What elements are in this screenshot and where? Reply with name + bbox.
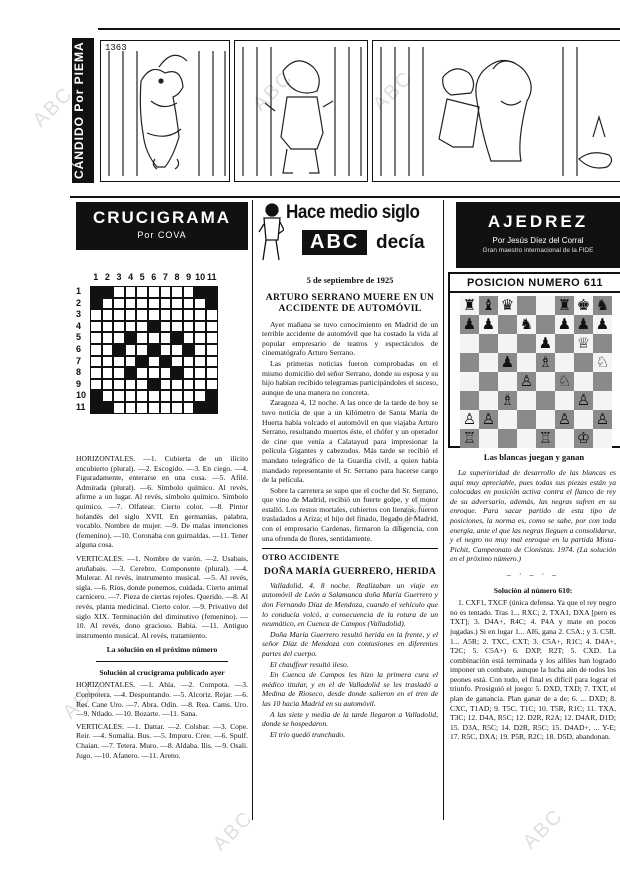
crossword-cell[interactable] (160, 367, 172, 379)
crossword-cell[interactable] (206, 332, 218, 344)
chess-square[interactable] (517, 315, 536, 334)
chess-byline: Por Jesús Díez del Corral (492, 236, 584, 245)
chess-piece[interactable]: ♙ (576, 391, 591, 409)
comic-drawing-1 (101, 41, 229, 181)
chess-solution-title: Solución al número 610: (493, 585, 573, 595)
crossword-cell[interactable] (194, 321, 206, 333)
crossword-row-number: 3 (76, 309, 82, 320)
chess-square[interactable] (498, 353, 517, 372)
crossword-col-number: 4 (128, 272, 134, 282)
crossword-grid-area (76, 272, 248, 432)
crossword-cell[interactable] (136, 367, 148, 379)
abc-title-decia: decía (376, 232, 425, 253)
chess-square[interactable] (460, 334, 479, 353)
crossword-cell[interactable] (136, 332, 148, 344)
comic-top-rule (98, 28, 620, 30)
crossword-cell[interactable] (148, 309, 160, 321)
chess-square[interactable] (536, 391, 555, 410)
crossword-cell[interactable] (183, 390, 195, 402)
crossword-cell (125, 367, 137, 379)
crossword-cell[interactable] (113, 286, 125, 298)
crossword-cell[interactable] (183, 356, 195, 368)
crossword-cell[interactable] (183, 367, 195, 379)
other-accident-headline: DOÑA MARÍA GUERRERO, HERIDA (263, 565, 437, 577)
chess-square[interactable] (498, 334, 517, 353)
crossword-cell[interactable] (160, 402, 172, 414)
crossword-cell (148, 321, 160, 333)
chess-square[interactable] (479, 391, 498, 410)
crossword-cell[interactable] (160, 390, 172, 402)
crossword-cell[interactable] (102, 309, 114, 321)
crossword-cell[interactable] (113, 332, 125, 344)
crossword-cell[interactable] (171, 298, 183, 310)
crossword-clues (76, 454, 248, 761)
crossword-cell[interactable] (160, 321, 172, 333)
crossword-col-number: 10 (195, 272, 206, 282)
abc-paragraph: Ayer mañana se tuvo conocimiento en Madrid de un terrible accidente de automóvil que ha costado la vida al popular empresario de teatros y espectáculos de cinematógrafo Arturo Serrano. (262, 319, 438, 358)
chess-square[interactable] (460, 429, 479, 448)
crossword-cell[interactable] (90, 356, 102, 368)
crossword-cell[interactable] (194, 367, 206, 379)
chess-square[interactable] (593, 410, 612, 429)
crossword-cell[interactable] (194, 379, 206, 391)
crossword-cell[interactable] (171, 309, 183, 321)
chess-square[interactable] (574, 410, 593, 429)
chess-piece[interactable]: ♖ (462, 429, 477, 447)
abc-paragraph: Sobre la carretera se supo que el coche del Sr. Serrano, que vino de Madrid, recibió un fuerte golpe, y el motor estalló. Los restos mortales, cubiertos con lienzos, fueron trasladados a Ariza; el hijo del finado, llegado de Madrid, con el empresario Cardenas, firmaron la diligencia, con una ofrenda de flores, sentidamente. (262, 485, 438, 543)
crossword-cell[interactable] (102, 344, 114, 356)
chess-piece[interactable]: ♛ (500, 296, 515, 314)
crossword-cell[interactable] (160, 309, 172, 321)
chess-piece[interactable]: ♙ (462, 410, 477, 428)
crossword-cell[interactable] (125, 402, 137, 414)
chess-piece[interactable]: ♞ (519, 315, 534, 333)
chess-piece[interactable]: ♟ (500, 353, 515, 371)
chess-square[interactable] (536, 296, 555, 315)
crossword-cell[interactable] (102, 332, 114, 344)
crossword-cell (102, 286, 114, 298)
crossword-cell[interactable] (113, 402, 125, 414)
crossword-cell[interactable] (171, 344, 183, 356)
chess-square[interactable] (536, 315, 555, 334)
crossword-col-number: 5 (139, 272, 145, 282)
crossword-cell[interactable] (194, 356, 206, 368)
crossword-cell[interactable] (136, 344, 148, 356)
crossword-row-number: 4 (76, 320, 82, 331)
crossword-cell[interactable] (148, 390, 160, 402)
crossword-cell[interactable] (113, 390, 125, 402)
chess-square[interactable] (593, 353, 612, 372)
chess-piece[interactable]: ♟ (576, 315, 591, 333)
chess-piece[interactable]: ♘ (595, 353, 610, 371)
chess-square[interactable] (479, 296, 498, 315)
column-divider-1 (252, 200, 253, 820)
comic-panel-2 (234, 40, 368, 182)
crossword-cell[interactable] (206, 379, 218, 391)
abc-paragraph: A las siete y media de la tarde llegaron a Valladolid, donde se hospedaron. (262, 709, 438, 729)
crossword-cell (194, 286, 206, 298)
comic-drawing-2 (235, 41, 367, 181)
chess-piece[interactable]: ♗ (538, 353, 553, 371)
crossword-cell[interactable] (206, 356, 218, 368)
abc-paragraph: En Cuenca de Campos les hizo la primera cura el médico titular, y en el de Valladolid se les trasladó a Medina de Rioseco, desde donde salieron en el tren de las 10 hacia Madrid en su automóvil. (262, 670, 438, 708)
crossword-cell (206, 298, 218, 310)
column-divider-2 (443, 200, 444, 820)
crossword-cell[interactable] (90, 344, 102, 356)
clues-vertical: VERTICALES. —1. Nombre de varón. —2. Usabais, aruñabais. —3. Cerebro. Componente (plural). —4. Mulerar. Al revés, instrumento musical. —5. Al revés, sigla. —6. Ríos, donde ponemos, cuidada. Cierto animal carnicero. —7. Pieza de ciertas rejoles. Querido. —8. Al revés, planta medicinal. Cierto color. —9. Privativo del siglo XIX. Terminación del diminutivo (femenino). —10. Al revés, dono gracioso. Babia. —11. Antiguo instrumento musical. Al revés, tratamiento. (76, 553, 248, 640)
watermark: ABC (518, 804, 568, 854)
abc-date: 5 de septiembre de 1925 (306, 275, 394, 285)
crossword-cell[interactable] (136, 309, 148, 321)
chess-square[interactable] (479, 429, 498, 448)
comic-banner: CÁNDIDO Por PIEMA (72, 38, 94, 183)
chess-square[interactable] (536, 353, 555, 372)
watermark: ABC (28, 82, 78, 132)
crossword-col-number: 2 (104, 272, 110, 282)
crossword-cell (194, 402, 206, 414)
chess-position-title: POSICION NUMERO 611 (450, 274, 620, 293)
crossword-cell[interactable] (125, 356, 137, 368)
chess-square[interactable] (574, 296, 593, 315)
crossword-cell (171, 367, 183, 379)
chess-square[interactable] (593, 391, 612, 410)
abc-paragraph: El chauffeur resultó ileso. (270, 659, 349, 669)
chess-square[interactable] (460, 296, 479, 315)
watermark: ABC (58, 674, 108, 724)
abc-separator (262, 548, 438, 549)
chess-solution-text: 1. CXF1, TXCF (única defensa. Ya que el rey negro no es tentado. Tras 1... RXC; 2. TXA1, DXA [pero es TXT]; 3. D4A+, R4C; 4. P4A y mate en pocos jugadas.) Si en lugar 1... AI6, gana 2. C5A.; y 3. C5R. 1... A5R; 2. TXC, CXT; 3. C5A+, R1C; 4. D4A+, T2C; 5. C5A+) 6. DXP, R2T; 5. CXD. La combinación está terminada y los alfiles han logrado imponer un combate, aunque la lucha aún de todos los peones está. Con todo, el final es difícil para lograr el triunfo. Prosiguió el juego: 5. DXD, TXD; 7. TXT, el plan de ganancia. Plan ganar de a de; 6. ... DXD; 8. CXC, T1AD; 9. T5C. T1C; 10. T5R, R1C; 11. TXA, T3C; 12. D4A, R5C; 12. D2R, R2A; 12. D4AR, D1D; 15. D3A, R5C; 14. D2R, R5C; 15. D4AD+, ... Y-E; 17. R5C, DXA; 19. P5R, R2C; 18. D5D, abandonan. (450, 598, 616, 742)
chess-header (456, 202, 620, 268)
chess-piece[interactable]: ♙ (595, 410, 610, 428)
comic-panel-1 (100, 40, 230, 182)
watermark: ABC (388, 486, 438, 536)
crossword-cell[interactable] (102, 390, 114, 402)
abc-paragraph: Las primeras noticias fueron comprobadas en el mismo domicilio del señor Serrano, donde su esposa y su hijo habían recibido telegramas participándoles el suceso, aunque de una manera no concreta. (262, 358, 438, 397)
chess-square[interactable] (555, 296, 574, 315)
crossword-cell[interactable] (171, 356, 183, 368)
crossword-cell[interactable] (136, 379, 148, 391)
crossword-cell[interactable] (125, 321, 137, 333)
crossword-cell[interactable] (160, 286, 172, 298)
abc-paragraph: Zaragoza 4, 12 noche. A las once de la tarde de hoy se tuvo noticia de que a un kilómetro de Santa María de Huerta había volcado el automóvil en que viajaba Arturo Serrano, resultando muertos éste, el chófer y un operador de cine que venía a Calatayud para impresionar la película Gigantes y cabezudos. Más tarde se recibió el mandato telegráfico de la Guardia civil, a quien había mandado representante el Sr. Serrano para hacerse cargo de la película. (262, 398, 438, 485)
crossword-row-number: 2 (76, 297, 82, 308)
crossword-cell[interactable] (194, 298, 206, 310)
crossword-col-number: 6 (151, 272, 157, 282)
abc-headline: ARTURO SERRANO MUERE EN UN ACCIDENTE DE AUTOMÓVIL (265, 291, 435, 314)
crossword-row-number: 5 (76, 332, 82, 343)
crossword-cell[interactable] (148, 356, 160, 368)
chess-square[interactable] (536, 334, 555, 353)
solution-horizontal: HORIZONTALES. —1. Ahía. —2. Compota. —3. Compotera. —4. Despuntando. —5. Alcoriz. Rejar. —6. Res. Cane Uro. —7. Abra. Odín. —8. Rea. Cams. Uro. —9. Ntlado. —10. Bozarte. —11. Sana. (76, 680, 248, 719)
chess-square[interactable] (498, 296, 517, 315)
chess-square[interactable] (555, 372, 574, 391)
comic-strip (72, 28, 620, 188)
crossword-cell (90, 390, 102, 402)
chess-divider: – · – · – (506, 569, 560, 579)
chess-square[interactable] (593, 296, 612, 315)
chess-square[interactable] (479, 315, 498, 334)
crossword-row-number: 9 (76, 378, 82, 389)
crossword-cell[interactable] (171, 321, 183, 333)
chess-diagram-frame (448, 272, 620, 448)
crossword-cell[interactable] (148, 367, 160, 379)
chess-square[interactable] (498, 429, 517, 448)
crossword-cell[interactable] (183, 309, 195, 321)
chess-square[interactable] (479, 372, 498, 391)
crossword-cell (90, 298, 102, 310)
chess-piece[interactable]: ♟ (481, 315, 496, 333)
crossword-cell[interactable] (148, 402, 160, 414)
abc-header (258, 200, 440, 268)
chess-square[interactable] (498, 372, 517, 391)
chess-square[interactable] (555, 315, 574, 334)
crossword-cell[interactable] (102, 379, 114, 391)
crossword-cell[interactable] (160, 298, 172, 310)
panel-number: 1363 (105, 43, 127, 53)
chess-square[interactable] (479, 410, 498, 429)
chess-square[interactable] (460, 372, 479, 391)
chess-square[interactable] (593, 372, 612, 391)
chess-title: AJEDREZ (487, 212, 589, 231)
crossword-cell (113, 344, 125, 356)
crossword-byline: Por COVA (137, 230, 187, 240)
chess-square[interactable] (555, 429, 574, 448)
chess-square[interactable] (517, 429, 536, 448)
chess-square[interactable] (460, 391, 479, 410)
chess-intro: La superioridad de desarrollo de las blancas es aquí muy apreciable, pues todas sus piezas están ya colocadas en posición activa contra el flanco de rey de su adversario, además, las negras sufren en su enroque. Para sacar partido de esta tipo de posiciones, la norma es, como se sabe, por con toda energía, ante el que las negras lleguen a consolidarse, y el negro no muy mal enroque en la partida Mista-Pichit, Campeonato de Cionistas. 1974. (La solución en el próximo número.) (450, 468, 616, 564)
crossword-cell[interactable] (183, 286, 195, 298)
crossword-cell (90, 286, 102, 298)
crossword-header (76, 202, 248, 250)
chess-square[interactable] (517, 391, 536, 410)
crossword-row-number: 11 (76, 402, 86, 412)
abc-logo: ABC (302, 230, 367, 255)
chess-piece[interactable]: ♟ (595, 315, 610, 333)
crossword-cell[interactable] (113, 356, 125, 368)
chess-piece[interactable]: ♟ (462, 315, 477, 333)
crossword-cell (125, 332, 137, 344)
crossword-cell[interactable] (125, 379, 137, 391)
crossword-cell[interactable] (90, 367, 102, 379)
chess-piece[interactable]: ♜ (557, 296, 572, 314)
chess-piece[interactable]: ♙ (519, 372, 534, 390)
crossword-section (76, 202, 248, 250)
crossword-col-number: 7 (162, 272, 168, 282)
solution-next-note: La solución en el próximo número (106, 645, 218, 655)
chess-text (450, 468, 616, 743)
crossword-cell[interactable] (148, 298, 160, 310)
chess-square[interactable] (574, 391, 593, 410)
chess-square[interactable] (479, 334, 498, 353)
chess-square[interactable] (536, 410, 555, 429)
chess-square[interactable] (593, 334, 612, 353)
crossword-col-number: 1 (93, 272, 99, 282)
chess-piece[interactable]: ♙ (481, 410, 496, 428)
crossword-cell[interactable] (113, 379, 125, 391)
crossword-cell[interactable] (183, 379, 195, 391)
crossword-cell[interactable] (125, 344, 137, 356)
crossword-cell[interactable] (102, 367, 114, 379)
solution-vertical: VERTICALES. —1. Dattar. —2. Colsbar. —3. Cope. Reir. —4. Somalia. Bus. —5. Impuro. Cree. —6. Spulf. Chaian. —7. Tetera. Muro. —8. Aldaba. Ilis. —9. Osali. Jugo. —10. Afanero. —11. Areno. (76, 721, 248, 760)
crossword-cell[interactable] (183, 321, 195, 333)
crossword-cell (160, 356, 172, 368)
crossword-cell (90, 402, 102, 414)
chess-square[interactable] (536, 429, 555, 448)
chess-subtitle: Gran maestro internacional de la FIDE (482, 247, 594, 254)
newsboy-icon (258, 202, 284, 264)
chess-square[interactable] (574, 334, 593, 353)
chess-square[interactable] (517, 334, 536, 353)
crossword-cell[interactable] (90, 379, 102, 391)
chess-square[interactable] (498, 410, 517, 429)
crossword-cell[interactable] (194, 309, 206, 321)
crossword-cell[interactable] (148, 286, 160, 298)
abc-title-line1: Hace medio siglo (286, 202, 420, 223)
chess-square[interactable] (498, 391, 517, 410)
clues-horizontal: HORIZONTALES. —1. Cubierta de un ilícito encubierto (plural). —2. Escogido. —3. En ciego. —4. Figuradamente, enterarse en una cosa. —5. Afilé. Admirada (plural). —6. Símbolo químico. Al revés, afirme a un lugar. Al revés, símbolo químico. Símbolo químico. —7. Olfatear. Cierto color. —8. Pintor holandés del siglo XVII. En germanías, palabra, vocablo. Nombre de mujer. —9. De malas intenciones (femenino). —10. Coronaba con guirnaldas. —11. Tener alguna cosa. (76, 454, 248, 550)
crossword-cell[interactable] (90, 321, 102, 333)
chess-square[interactable] (517, 353, 536, 372)
watermark: ABC (208, 806, 258, 856)
abc-paragraph: Doña María Guerrero resultó herida en la frente, y el señor Díaz de Mendoza con contusiones en diferentes partes del cuerpo. (262, 629, 438, 658)
crossword-cell[interactable] (206, 321, 218, 333)
crossword-cell[interactable] (113, 321, 125, 333)
crossword-cell (206, 390, 218, 402)
other-accident-label: OTRO ACCIDENTE (262, 553, 340, 563)
crossword-col-number: 11 (207, 272, 217, 282)
solution-title: Solución al crucigrama publicado ayer (99, 667, 225, 677)
crossword-cell[interactable] (171, 390, 183, 402)
chess-square[interactable] (593, 315, 612, 334)
crossword-row-number: 6 (76, 344, 82, 354)
crossword-row-number: 8 (76, 367, 82, 378)
crossword-col-number: 8 (174, 272, 180, 282)
crossword-cell (136, 356, 148, 368)
crossword-cell[interactable] (102, 356, 114, 368)
abc-paragraph: El trío quedó trunchado. (270, 729, 346, 739)
chess-caption: Las blancas juegan y ganan (483, 452, 585, 462)
crossword-title: CRUCIGRAMA (92, 208, 232, 227)
crossword-cell (148, 379, 160, 391)
chess-square[interactable] (517, 410, 536, 429)
chess-square[interactable] (555, 410, 574, 429)
abc-paragraph: Valladolid, 4, 8 noche. Realizaban un viaje en automóvil de León a Salamanca doña María Guerrero y don Fernando Díaz de Mendoza, cuando el vehículo que lo conducía volcó, a consecuencia de la rotura de un neumático, en Cuenca de Campos (Valladolid). (262, 580, 438, 629)
crossword-cell[interactable] (136, 321, 148, 333)
crossword-cell[interactable] (125, 309, 137, 321)
chess-piece[interactable]: ♖ (538, 429, 553, 447)
chess-square[interactable] (555, 391, 574, 410)
crossword-cell[interactable] (90, 332, 102, 344)
comic-panel-3 (372, 40, 620, 182)
chess-square[interactable] (574, 315, 593, 334)
chess-square[interactable] (460, 353, 479, 372)
crossword-cell[interactable] (125, 298, 137, 310)
crossword-cell[interactable] (183, 402, 195, 414)
crossword-cell[interactable] (194, 390, 206, 402)
crossword-cell[interactable] (90, 309, 102, 321)
chess-square[interactable] (460, 410, 479, 429)
crossword-cell[interactable] (136, 286, 148, 298)
chess-piece[interactable]: ♘ (557, 372, 572, 390)
chess-piece[interactable]: ♜ (462, 296, 477, 314)
chess-square[interactable] (498, 315, 517, 334)
crossword-row-number: 10 (76, 390, 87, 401)
abc-article (262, 276, 438, 740)
crossword-cell[interactable] (160, 344, 172, 356)
chess-square[interactable] (574, 372, 593, 391)
crossword-cell[interactable] (206, 309, 218, 321)
crossword-cell[interactable] (183, 298, 195, 310)
crossword-cell[interactable] (136, 402, 148, 414)
crossword-cell (148, 344, 160, 356)
chess-piece[interactable]: ♚ (576, 296, 591, 314)
crossword-row-number: 1 (76, 286, 82, 296)
crossword-cell[interactable] (171, 402, 183, 414)
crossword-cell[interactable] (183, 332, 195, 344)
crossword-cell[interactable] (171, 379, 183, 391)
crossword-cell[interactable] (102, 321, 114, 333)
crossword-cell (206, 402, 218, 414)
crossword-separator (96, 661, 228, 662)
crossword-row-number: 7 (76, 355, 82, 366)
chess-square[interactable] (574, 353, 593, 372)
crossword-cell[interactable] (136, 298, 148, 310)
crossword-cell[interactable] (194, 344, 206, 356)
chess-square[interactable] (593, 429, 612, 448)
comic-drawing-3 (373, 41, 620, 181)
chess-piece[interactable]: ♔ (576, 429, 591, 447)
chess-square[interactable] (555, 334, 574, 353)
crossword-cell[interactable] (113, 309, 125, 321)
chess-piece[interactable]: ♙ (557, 410, 572, 428)
crossword-cell (171, 332, 183, 344)
chess-piece[interactable]: ♕ (576, 334, 591, 352)
crossword-cell[interactable] (125, 286, 137, 298)
crossword-col-number: 3 (116, 272, 122, 282)
chess-square[interactable] (479, 353, 498, 372)
chess-square[interactable] (460, 315, 479, 334)
crossword-cell[interactable] (160, 332, 172, 344)
chess-piece[interactable]: ♗ (500, 391, 515, 409)
chess-square[interactable] (517, 372, 536, 391)
crossword-col-number: 9 (186, 272, 192, 282)
crossword-cell (102, 402, 114, 414)
chess-piece[interactable]: ♟ (538, 334, 553, 352)
crossword-cell[interactable] (194, 332, 206, 344)
crossword-cell[interactable] (206, 344, 218, 356)
crossword-cell[interactable] (125, 390, 137, 402)
chess-piece[interactable]: ♞ (595, 296, 610, 314)
chess-square[interactable] (555, 353, 574, 372)
crossword-cell (183, 344, 195, 356)
horizontal-rule (70, 196, 620, 198)
crossword-cell[interactable] (102, 298, 114, 310)
chess-piece[interactable]: ♟ (557, 315, 572, 333)
crossword-cell[interactable] (113, 298, 125, 310)
crossword-cell[interactable] (136, 390, 148, 402)
chess-piece[interactable]: ♝ (481, 296, 496, 314)
crossword-cell[interactable] (160, 379, 172, 391)
crossword-cell[interactable] (171, 286, 183, 298)
chess-square[interactable] (517, 296, 536, 315)
chess-square[interactable] (574, 429, 593, 448)
crossword-cell[interactable] (148, 332, 160, 344)
crossword-cell[interactable] (206, 367, 218, 379)
crossword-cell (206, 286, 218, 298)
crossword-cell[interactable] (113, 367, 125, 379)
chess-square[interactable] (536, 372, 555, 391)
